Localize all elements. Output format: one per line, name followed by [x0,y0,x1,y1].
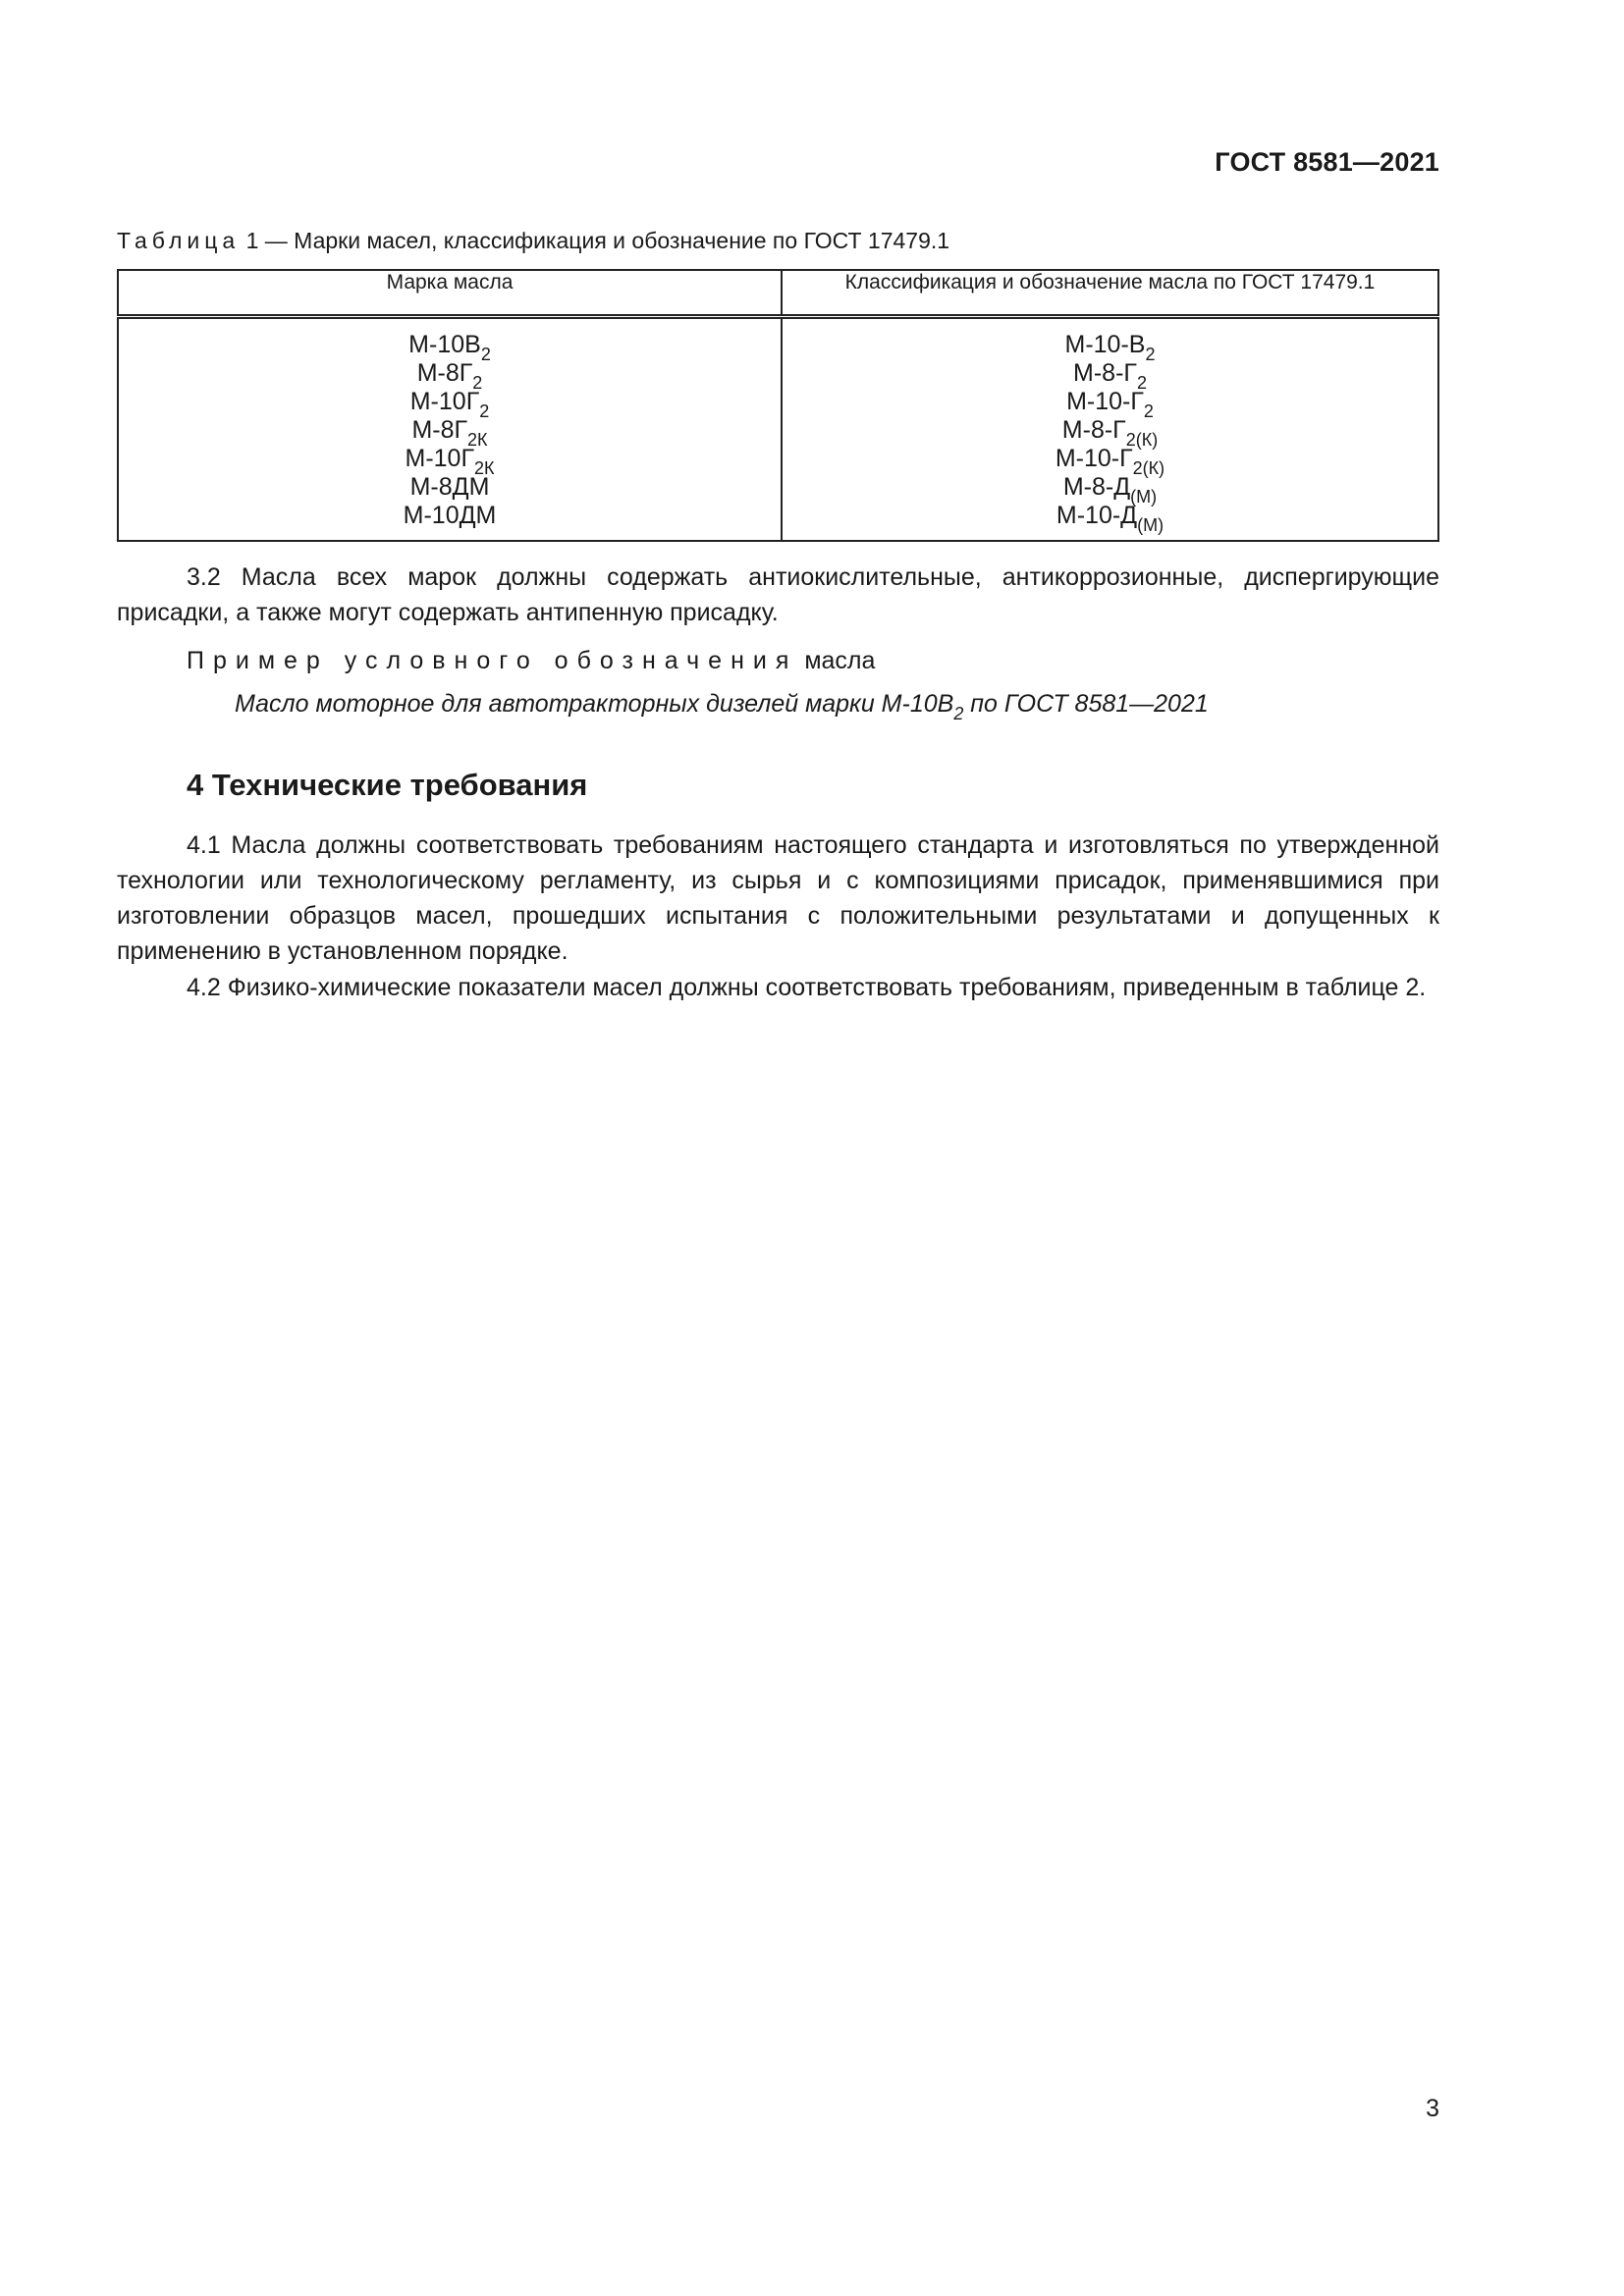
grade-subscript: 2 [472,373,483,393]
grade-cell [118,317,782,542]
grade-item [119,359,781,393]
example-subscript: 2 [953,704,964,723]
classification-item [783,388,1437,421]
classification-subscript: 2 [1145,345,1156,364]
classification-item [783,416,1437,450]
grade-subscript: 2 [480,345,491,364]
grade-base: М-10Г [405,445,474,472]
column-header-grade: Марка масла [118,270,782,317]
classification-base: М-10-В [1064,331,1146,358]
classification-item [783,331,1437,364]
oil-grades-table [117,269,1439,542]
classification-base: М-10-Г [1066,388,1144,415]
grade-base: М-10В [408,331,481,358]
classification-item [783,359,1437,393]
grade-subscript: 2К [474,458,495,478]
classification-base: М-8-Г [1073,359,1137,387]
table-caption-text: 1 — Марки масел, классификация и обозначение по ГОСТ 17479.1 [240,228,950,253]
example-label [187,647,875,675]
grade-base: М-10ДМ [403,502,497,529]
paragraph-4-2: 4.2 Физико-химические показатели масел должны соответствовать требованиям, приведенным в таблице 2. [187,974,1427,1001]
classification-cell [782,317,1438,542]
classification-item [783,473,1437,507]
grade-item [119,502,781,530]
example-label-spaced: Пример условного обозначения [187,647,798,674]
grade-base: М-8Г [411,416,468,444]
classification-item [783,502,1437,535]
example-text-tail: по ГОСТ 8581—2021 [963,690,1209,718]
classification-base: М-8-Г [1061,416,1126,444]
page-number: 3 [1426,2095,1439,2122]
grade-base: М-8Г [416,359,473,387]
classification-item [783,445,1437,478]
grade-subscript: 2 [479,401,490,421]
table-caption [117,228,949,254]
example-label-tail: масла [797,647,876,674]
grade-item [119,445,781,478]
grade-subscript: 2К [467,430,488,450]
table-caption-label: Таблица [117,228,241,253]
classification-subscript: (М) [1130,487,1158,507]
classification-subscript: (М) [1137,515,1164,535]
grade-item [119,388,781,421]
column-header-classification: Классификация и обозначение масла по ГОСТ 17479.1 [782,270,1438,317]
section-4-heading: 4 Технические требования [187,768,588,802]
classification-base: М-10-Д [1056,502,1138,529]
paragraph-4-1: 4.1 Масла должны соответствовать требованиям настоящего стандарта и изготовляться по утвержденной технологии или технологическому регламенту, из сырья и с композициями присадок, применявшимися при изготовлении образцов масел, прошедших испытания с положительными результатами и допущенных к применению в установленном порядке. [117,831,1439,965]
table-header-row [118,270,1438,317]
classification-base: М-8-Д [1062,473,1131,501]
example-designation [235,690,1209,723]
classification-subscript: 2 [1143,401,1154,421]
grade-item [119,331,781,364]
classification-base: М-10-Г [1055,445,1133,472]
grade-item [119,416,781,450]
standard-header: ГОСТ 8581—2021 [1215,147,1439,177]
example-text: Масло моторное для автотракторных дизелей марки М-10В [235,690,954,718]
grade-base: М-10Г [409,388,480,415]
table-row [118,317,1438,542]
classification-subscript: 2(К) [1132,458,1165,478]
grade-item [119,473,781,502]
classification-subscript: 2(К) [1125,430,1159,450]
grade-base: М-8ДМ [409,473,490,501]
paragraph-3-2: 3.2 Масла всех марок должны содержать антиокислительные, антикоррозионные, диспергирующие присадки, а также могут содержать антипенную присадку. [117,563,1439,626]
classification-subscript: 2 [1136,373,1147,393]
